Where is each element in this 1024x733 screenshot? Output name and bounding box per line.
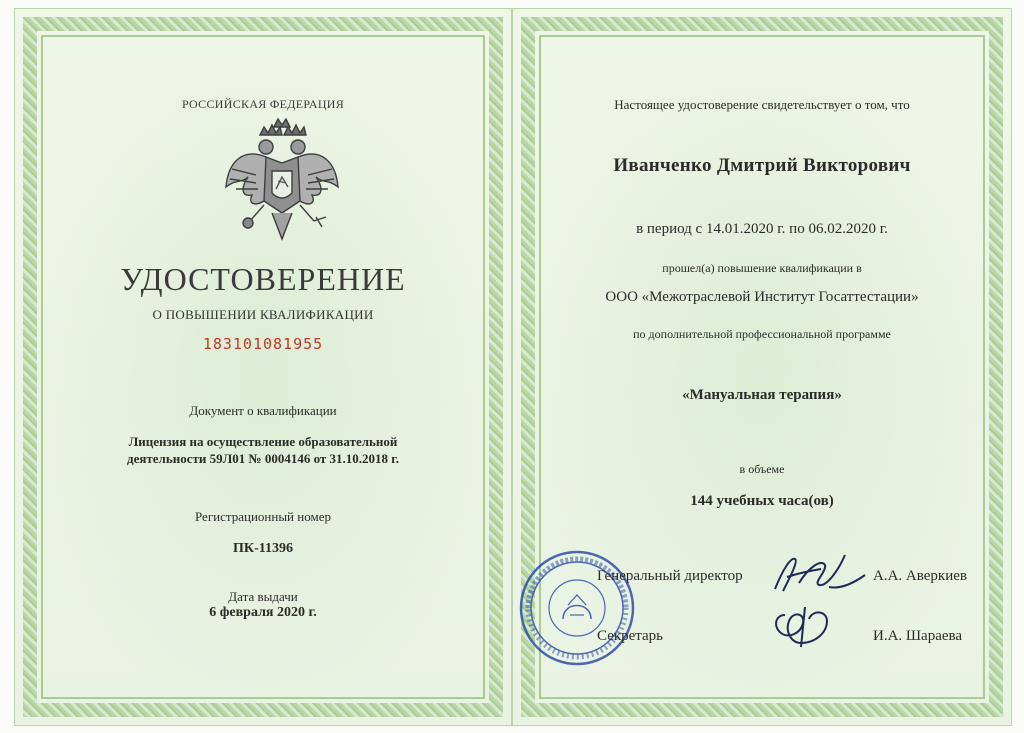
certificate-subtitle: О ПОВЫШЕНИИ КВАЛИФИКАЦИИ: [152, 307, 374, 322]
volume-label: в объеме: [739, 462, 785, 476]
director-title: Генеральный директор: [597, 568, 743, 584]
secretary-signature-icon: [771, 603, 833, 649]
program-name: «Мануальная терапия»: [682, 387, 842, 403]
document-type-label: Документ о квалификации: [189, 403, 337, 418]
secretary-title: Секретарь: [597, 628, 664, 644]
round-seal-stamp-icon: [518, 549, 636, 667]
license-line-2: деятельности 59Л01 № 0004146 от 31.10.2018 г.: [127, 451, 399, 466]
director-name: А.А. Аверкиев: [873, 568, 967, 584]
organization-name: ООО «Межотраслевой Институт Госаттестации»: [605, 289, 919, 305]
certificate-title: УДОСТОВЕРЕНИЕ: [120, 261, 406, 297]
country-label: РОССИЙСКАЯ ФЕДЕРАЦИЯ: [181, 97, 345, 111]
passed-label: прошел(а) повышение квалификации в: [662, 261, 862, 275]
training-period: в период с 14.01.2020 г. по 06.02.2020 г.: [636, 221, 888, 237]
issue-date-label: Дата выдачи: [228, 589, 298, 604]
registration-label: Регистрационный номер: [195, 509, 331, 524]
certifies-statement: Настоящее удостоверение свидетельствует о том, что: [614, 97, 910, 112]
director-signature-icon: [769, 549, 869, 599]
program-label: по дополнительной профессиональной программе: [633, 327, 891, 341]
license-line-1: Лицензия на осуществление образовательной: [128, 434, 398, 449]
certificate-left-page: [14, 8, 512, 726]
double-headed-eagle-icon: [222, 117, 342, 245]
issue-date: 6 февраля 2020 г.: [209, 605, 317, 620]
secretary-name: И.А. Шараева: [873, 628, 963, 644]
registration-number: ПК-11396: [233, 541, 293, 556]
training-hours: 144 учебных часа(ов): [690, 493, 834, 509]
license-info: [15, 433, 511, 467]
certificate-right-page: [512, 8, 1012, 726]
person-name: Иванченко Дмитрий Викторович: [613, 155, 911, 176]
serial-number: 183101081955: [202, 335, 324, 353]
